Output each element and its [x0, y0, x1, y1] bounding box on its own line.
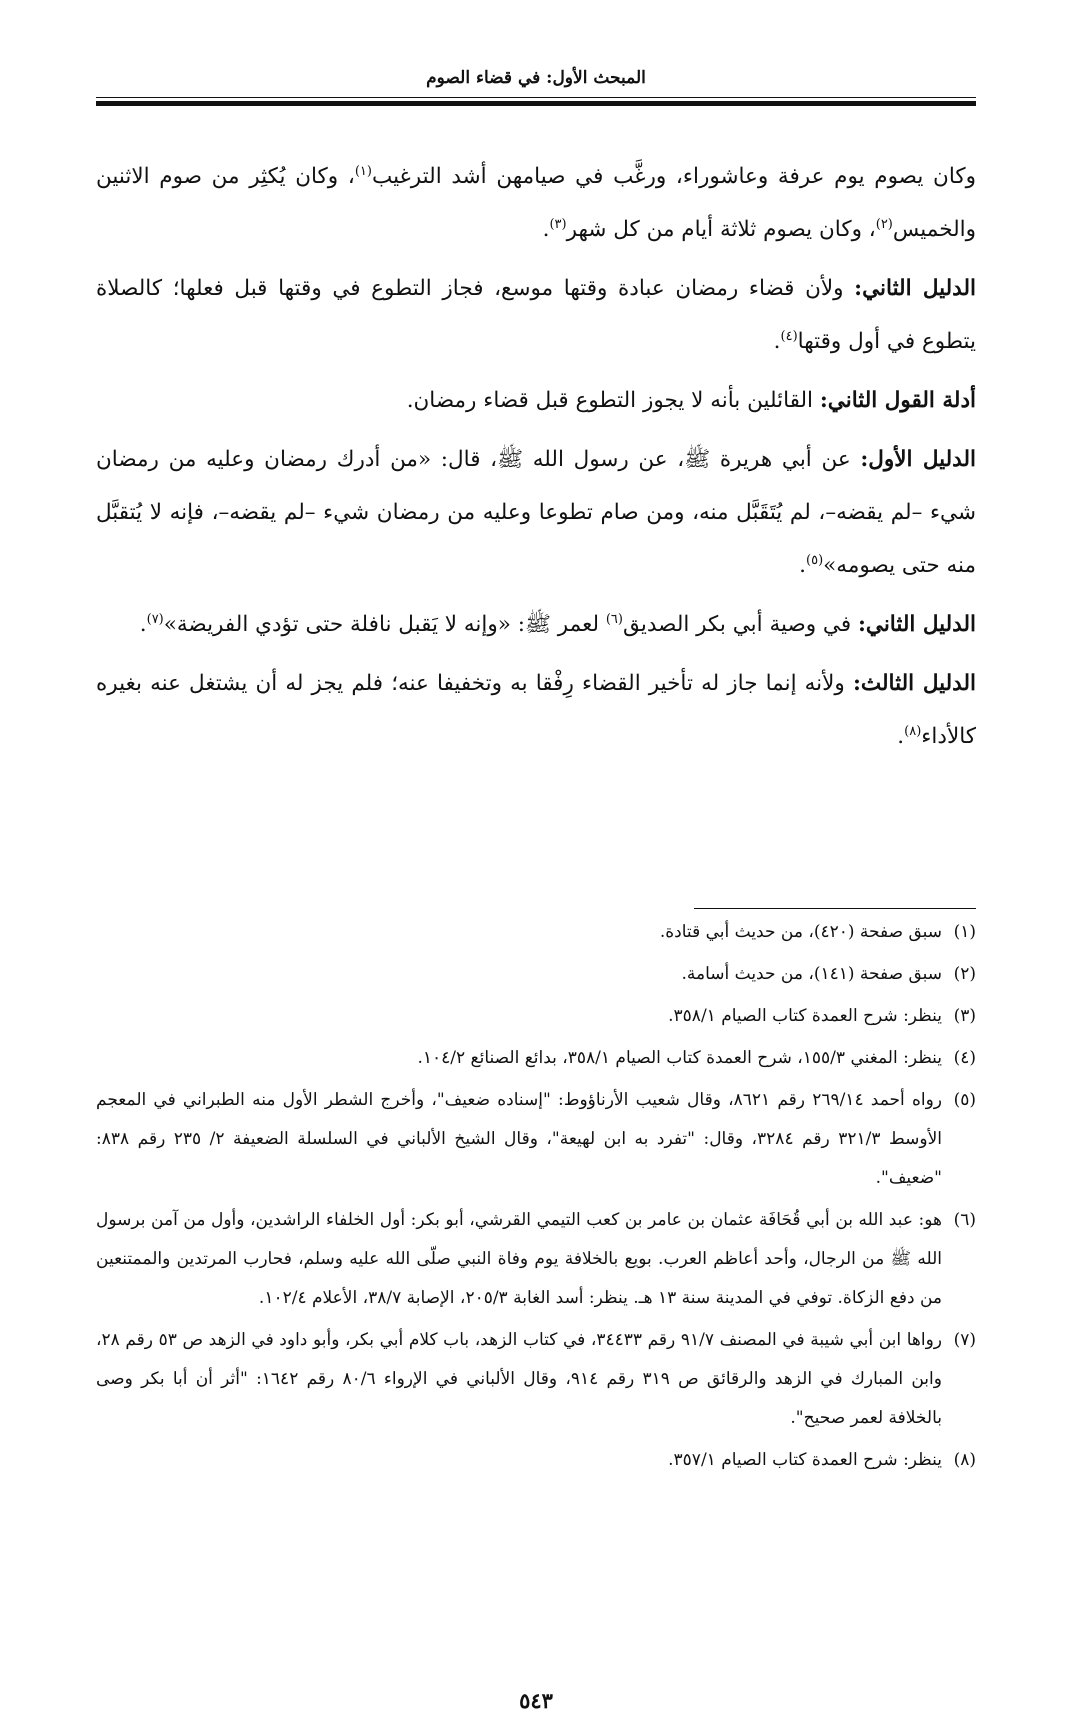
evidence-label: الدليل الثاني:: [857, 612, 976, 637]
paragraph-text: .: [897, 724, 905, 749]
footnote: [96, 1201, 976, 1318]
paragraph-text: وكان يصوم يوم عرفة وعاشوراء، ورغَّب في صيامهن أشد الترغيب: [371, 164, 976, 189]
paragraph-text: ولأن قضاء رمضان عبادة وقتها موسع، فجاز التطوع في وقتها قبل فعلها؛ كالصلاة يتطوع في أول وقتها: [96, 276, 976, 354]
paragraph-text: عن أبي هريرة ﷺ، عن رسول الله ﷺ، قال: «من أدرك رمضان وعليه من رمضان شيء –لم يقضه–، لم يُتَقَبَّل منه، ومن صام تطوعا وعليه من رمضان شيء –لم يقضه–، فإنه لا يُتقبَّل منه حتى يصومه»: [96, 447, 976, 578]
footnote: [96, 1441, 976, 1480]
footnote-text: ينظر: شرح العمدة كتاب الصيام ٣٥٧/١.: [668, 1450, 942, 1470]
footnote-number: (٤): [953, 1048, 976, 1068]
running-header: المبحث الأول: في قضاء الصوم: [426, 68, 646, 88]
footnote-number: (٣): [953, 1006, 976, 1026]
footnote-text: هو: عبد الله بن أبي قُحَافَة عثمان بن عامر بن كعب التيمي القرشي، أبو بكر: أول الخلفاء الراشدين، وأول من آمن برسول الله ﷺ من الرجال، وأحد أعاظم العرب. بويع بالخلافة يوم وفاة النبي صلّى الله عليه وسلم، فحارب المرتدين والممتنعين من دفع الزكاة. توفي في المدينة سنة ١٣ هـ. ينظر: أسد الغابة ٢٠٥/٣، الإصابة ٣٨/٧، الأعلام ١٠٢/٤.: [96, 1210, 942, 1308]
footnote-number: (٨): [953, 1450, 976, 1470]
paragraph: [96, 262, 976, 368]
footnote-text: ينظر: المغني ١٥٥/٣، شرح العمدة كتاب الصيام ٣٥٨/١، بدائع الصنائع ١٠٤/٢.: [417, 1048, 942, 1068]
footnote: [96, 1081, 976, 1198]
footnote-separator: [694, 908, 976, 909]
footnote: [96, 1039, 976, 1078]
footnote-ref: (٢): [875, 216, 893, 232]
paragraph-text: .: [773, 329, 781, 354]
footnote-number: (٢): [953, 964, 976, 984]
footnote-ref: (٥): [806, 552, 824, 568]
paragraph-text: .: [799, 553, 807, 578]
paragraph-text: في وصية أبي بكر الصديق: [622, 612, 858, 637]
footnote: [96, 913, 976, 952]
footnote-text: ينظر: شرح العمدة كتاب الصيام ٣٥٨/١.: [668, 1006, 942, 1026]
footnote-number: (٧): [953, 1330, 976, 1350]
footnote-text: سبق صفحة (١٤١)، من حديث أسامة.: [681, 964, 942, 984]
footnote: [96, 997, 976, 1036]
paragraph-text: .: [542, 217, 550, 242]
paragraph-text: لعمر ﷺ: «وإنه لا يَقبل نافلة حتى تؤدي الفريضة»: [163, 612, 606, 637]
footnote-text: رواها ابن أبي شيبة في المصنف ٩١/٧ رقم ٣٤٤٣٣، في كتاب الزهد، باب كلام أبي بكر، وأبو داود في الزهد ص ٥٣ رقم ٢٨، وابن المبارك في الزهد والرقائق ص ٣١٩ رقم ٩١٤، وقال الألباني في الإرواء ٨٠/٦ رقم ١٦٤٢: "أثر أن أبا بكر وصى بالخلافة لعمر صحيح".: [96, 1330, 942, 1428]
paragraph: [96, 433, 976, 592]
footnote-ref: (٧): [146, 611, 164, 627]
footnotes: [96, 913, 976, 1483]
evidence-label: الدليل الثاني:: [854, 276, 976, 301]
evidence-label: أدلة القول الثاني:: [819, 388, 976, 413]
footnote-number: (٥): [953, 1090, 976, 1110]
paragraph-text: ولأنه إنما جاز له تأخير القضاء رِفْقا به وتخفيفا عنه؛ فلم يجز له أن يشتغل عنه بغيره كالأداء: [96, 671, 976, 749]
footnote-text: سبق صفحة (٤٢٠)، من حديث أبي قتادة.: [659, 922, 942, 942]
main-text: [96, 150, 976, 769]
page-number: ٥٤٣: [519, 1688, 553, 1713]
evidence-label: الدليل الثالث:: [852, 671, 976, 696]
paragraph-text: القائلين بأنه لا يجوز التطوع قبل قضاء رمضان.: [406, 388, 820, 413]
paragraph-text: ، وكان يُكثِر من صوم الاثنين والخميس: [96, 164, 976, 242]
paragraph: [96, 598, 976, 651]
footnote: [96, 955, 976, 994]
footnote: [96, 1321, 976, 1438]
paragraph: [96, 374, 976, 427]
paragraph: [96, 657, 976, 763]
footnote-ref: (٨): [904, 723, 922, 739]
evidence-label: الدليل الأول:: [860, 447, 976, 472]
footnote-ref: (١): [354, 163, 372, 179]
footnote-ref: (٤): [780, 328, 798, 344]
footnote-number: (١): [953, 922, 976, 942]
paragraph-text: ، وكان يصوم ثلاثة أيام من كل شهر: [566, 217, 876, 242]
footnote-text: رواه أحمد ٢٦٩/١٤ رقم ٨٦٢١، وقال شعيب الأرناؤوط: "إسناده ضعيف"، وأخرج الشطر الأول منه الطبراني في المعجم الأوسط ٣٢١/٣ رقم ٣٢٨٤، وقال: "تفرد به ابن لهيعة"، وقال الشيخ الألباني في السلسلة الضعيفة ٢/ ٢٣٥ رقم ٨٣٨: "ضعيف".: [96, 1090, 942, 1188]
paragraph-text: .: [139, 612, 147, 637]
header-rule-thin: [96, 97, 976, 98]
footnote-ref: (٦): [605, 611, 623, 627]
paragraph: [96, 150, 976, 256]
footnote-number: (٦): [953, 1210, 976, 1230]
footnote-ref: (٣): [549, 216, 567, 232]
header-rule-thick: [96, 101, 976, 106]
